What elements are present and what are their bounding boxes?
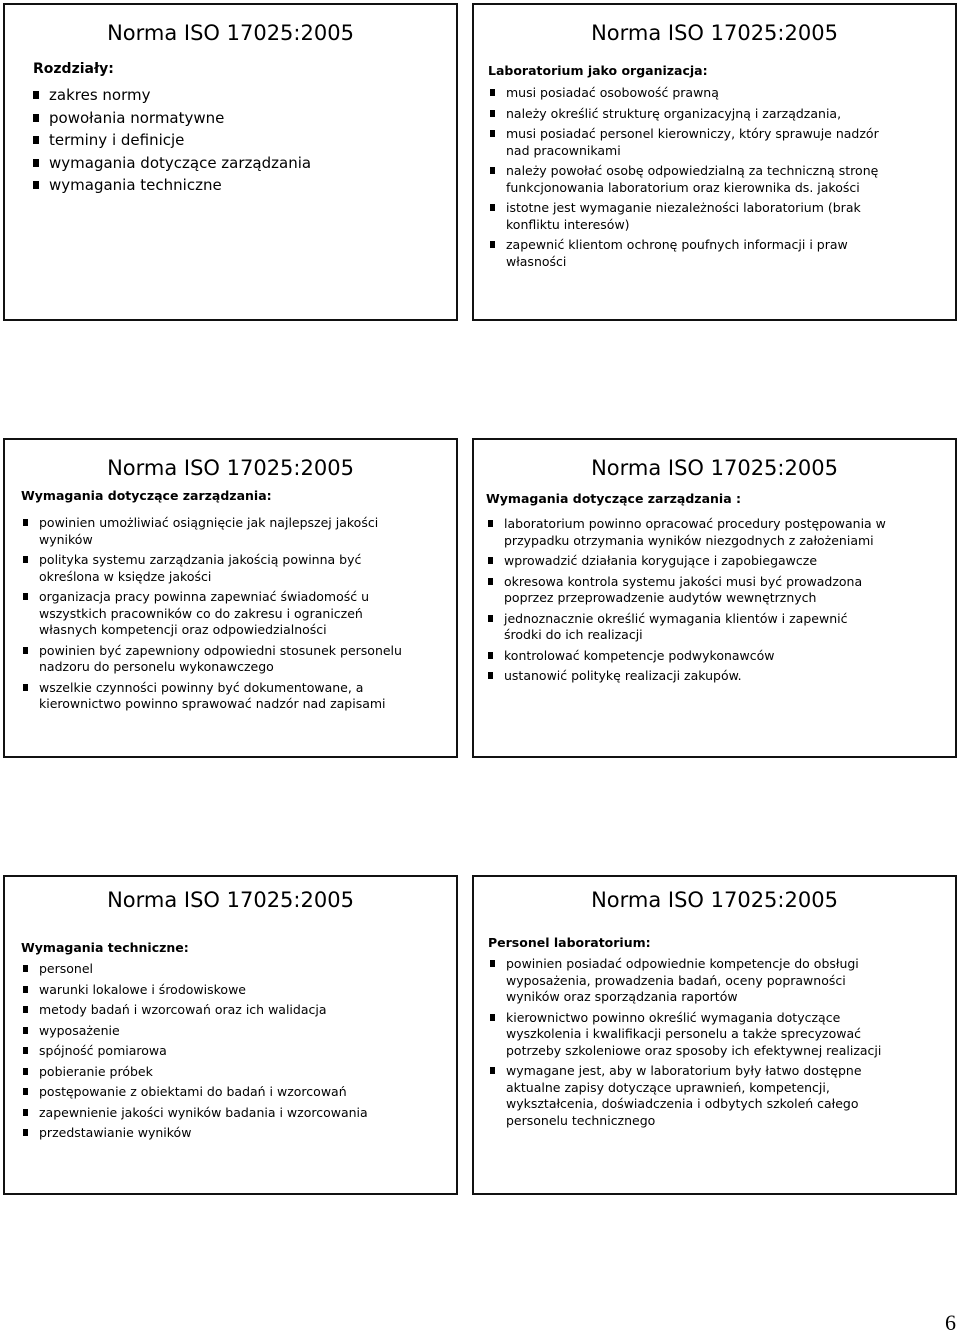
square-bullet-icon xyxy=(23,556,28,563)
slide-heading: Wymagania dotyczące zarządzania: xyxy=(21,488,272,503)
slide-title: Norma ISO 17025:2005 xyxy=(591,888,838,912)
list-item-text: wymagane jest, aby w laboratorium były łatwo dostępne aktualne zapisy dotyczące uprawnień, kompetencji, wykształcenia, doświadczenia i odbytych szkoleń całego personelu technicznego xyxy=(506,1063,862,1128)
slide-heading: Rozdziały: xyxy=(33,61,114,77)
square-bullet-icon xyxy=(490,960,495,967)
slide-heading: Personel laboratorium: xyxy=(488,935,651,950)
list-item-text: zapewnienie jakości wyników badania i wzorcowania xyxy=(39,1104,368,1120)
square-bullet-icon xyxy=(490,167,495,174)
list-item-text: musi posiadać osobowość prawną xyxy=(506,85,719,100)
slide-5 xyxy=(3,875,458,1195)
list-item xyxy=(33,174,443,197)
list-item xyxy=(486,668,886,685)
list-item xyxy=(488,200,893,233)
square-bullet-icon xyxy=(488,557,493,564)
list-item xyxy=(21,1125,441,1142)
square-bullet-icon xyxy=(23,1088,28,1095)
square-bullet-icon xyxy=(23,1068,28,1075)
list-item xyxy=(21,1084,441,1101)
list-item xyxy=(21,1105,441,1122)
square-bullet-icon xyxy=(23,519,28,526)
slide-title: Norma ISO 17025:2005 xyxy=(107,888,354,912)
square-bullet-icon xyxy=(23,965,28,972)
square-bullet-icon xyxy=(33,159,39,167)
list-item xyxy=(33,107,443,130)
list-item xyxy=(488,237,893,270)
square-bullet-icon xyxy=(490,241,495,248)
list-item xyxy=(21,643,421,676)
list-item-text: przedstawianie wyników xyxy=(39,1125,192,1140)
list-item-text: należy powołać osobę odpowiedzialną za techniczną stronę funkcjonowania laboratorium oraz kierownika ds. jakości xyxy=(506,163,879,195)
list-item-text: organizacja pracy powinna zapewniać świadomość u wszystkich pracowników co do zakresu i ograniczeń własnych kompetencji oraz odpowiedzialności xyxy=(39,589,370,637)
slide-title: Norma ISO 17025:2005 xyxy=(107,456,354,480)
list-item xyxy=(488,106,893,123)
list-item xyxy=(486,574,886,607)
list-item xyxy=(21,589,421,639)
bullet-list xyxy=(21,515,421,713)
square-bullet-icon xyxy=(490,110,495,117)
list-item xyxy=(486,553,886,570)
list-item-text: warunki lokalowe i środowiskowe xyxy=(39,981,246,997)
list-item xyxy=(486,611,886,644)
list-item-text: okresowa kontrola systemu jakości musi być prowadzona poprzez przeprowadzenie audytów wewnętrznych xyxy=(504,573,863,605)
square-bullet-icon xyxy=(490,130,495,137)
list-item xyxy=(21,982,441,999)
list-item-text: jednoznacznie określić wymagania klientów i zapewnić środki do ich realizacji xyxy=(504,610,848,642)
slide-title: Norma ISO 17025:2005 xyxy=(107,21,354,45)
square-bullet-icon xyxy=(23,1129,28,1136)
list-item-text: wymagania techniczne xyxy=(49,176,222,194)
square-bullet-icon xyxy=(33,136,39,144)
square-bullet-icon xyxy=(23,684,28,691)
square-bullet-icon xyxy=(23,647,28,654)
list-item-text: musi posiadać personel kierowniczy, który sprawuje nadzór nad pracownikami xyxy=(506,126,879,158)
list-item-text: powołania normatywne xyxy=(49,108,225,127)
list-item xyxy=(21,552,421,585)
square-bullet-icon xyxy=(488,578,493,585)
list-item xyxy=(21,961,441,978)
square-bullet-icon xyxy=(488,520,493,527)
list-item xyxy=(488,1063,883,1129)
list-item xyxy=(21,1064,441,1081)
square-bullet-icon xyxy=(33,91,39,99)
slide-heading: Wymagania dotyczące zarządzania : xyxy=(486,491,741,506)
list-item-text: metody badań i wzorcowań oraz ich walidacja xyxy=(39,1002,327,1017)
list-item-text: laboratorium powinno opracować procedury postępowania w przypadku otrzymania wyników niezgodnych z założeniami xyxy=(504,516,886,548)
square-bullet-icon xyxy=(23,593,28,600)
slide-heading: Laboratorium jako organizacja: xyxy=(488,63,708,78)
list-item-text: pobieranie próbek xyxy=(39,1063,153,1079)
list-item-text: powinien posiadać odpowiednie kompetencje do obsługi wyposażenia, prowadzenia badań, oceny poprawności wyników oraz sporządzania raportów xyxy=(506,956,859,1004)
bullet-list xyxy=(21,961,441,1142)
list-item-text: wyposażenie xyxy=(39,1022,120,1038)
list-item-text: wszelkie czynności powinny być dokumentowane, a kierownictwo powinno sprawować nadzór nad zapisami xyxy=(39,679,386,711)
square-bullet-icon xyxy=(23,986,28,993)
square-bullet-icon xyxy=(490,204,495,211)
square-bullet-icon xyxy=(488,615,493,622)
list-item xyxy=(33,129,443,152)
list-item-text: powinien umożliwiać osiągnięcie jak najlepszej jakości wyników xyxy=(39,515,379,547)
square-bullet-icon xyxy=(490,1067,495,1074)
list-item xyxy=(486,648,886,665)
slide-1 xyxy=(3,3,458,321)
page-number: 6 xyxy=(945,1310,956,1335)
list-item xyxy=(21,1002,441,1019)
slide-6 xyxy=(472,875,957,1195)
list-item-text: zakres normy xyxy=(49,86,151,104)
list-item-text: istotne jest wymaganie niezależności laboratorium (brak konfliktu interesów) xyxy=(506,200,861,232)
square-bullet-icon xyxy=(490,1014,495,1021)
slide-4 xyxy=(472,438,957,758)
list-item xyxy=(33,152,443,175)
list-item xyxy=(21,515,421,548)
list-item xyxy=(488,126,893,159)
square-bullet-icon xyxy=(33,181,39,189)
list-item-text: wprowadzić działania korygujące i zapobiegawcze xyxy=(504,553,818,568)
slide-title: Norma ISO 17025:2005 xyxy=(591,21,838,45)
list-item xyxy=(488,85,893,102)
list-item xyxy=(33,84,443,107)
square-bullet-icon xyxy=(23,1027,28,1034)
square-bullet-icon xyxy=(23,1109,28,1116)
list-item-text: kontrolować kompetencje podwykonawców xyxy=(504,647,775,663)
list-item xyxy=(21,1043,441,1060)
slide-2 xyxy=(472,3,957,321)
square-bullet-icon xyxy=(488,652,493,659)
list-item xyxy=(488,163,893,196)
list-item-text: personel xyxy=(39,961,94,976)
list-item xyxy=(488,956,883,1006)
list-item-text: kierownictwo powinno określić wymagania dotyczące wyszkolenia i kwalifikacji personelu a także sprecyzować potrzeby szkoleniowe oraz sposoby ich efektywnej realizacji xyxy=(506,1009,882,1058)
square-bullet-icon xyxy=(23,1006,28,1013)
bullet-list xyxy=(488,956,883,1129)
list-item-text: polityka systemu zarządzania jakością powinna być określona w księdze jakości xyxy=(39,552,362,584)
list-item-text: należy określić strukturę organizacyjną i zarządzania, xyxy=(506,105,842,121)
list-item-text: spójność pomiarowa xyxy=(39,1043,167,1058)
bullet-list xyxy=(486,516,886,685)
list-item xyxy=(21,1023,441,1040)
list-item-text: powinien być zapewniony odpowiedni stosunek personelu nadzoru do personelu wykonawczego xyxy=(39,642,402,674)
slide-heading: Wymagania techniczne: xyxy=(21,940,189,955)
square-bullet-icon xyxy=(23,1047,28,1054)
list-item xyxy=(486,516,886,549)
slide-3 xyxy=(3,438,458,758)
square-bullet-icon xyxy=(490,89,495,96)
square-bullet-icon xyxy=(488,672,493,679)
bullet-list xyxy=(33,84,443,197)
list-item-text: wymagania dotyczące zarządzania xyxy=(49,153,312,172)
square-bullet-icon xyxy=(33,114,39,122)
bullet-list xyxy=(488,85,893,270)
slide-title: Norma ISO 17025:2005 xyxy=(591,456,838,480)
list-item-text: terminy i definicje xyxy=(49,131,185,149)
list-item-text: zapewnić klientom ochronę poufnych informacji i praw własności xyxy=(506,237,848,269)
list-item-text: ustanowić politykę realizacji zakupów. xyxy=(504,668,742,683)
list-item-text: postępowanie z obiektami do badań i wzorcowań xyxy=(39,1084,347,1099)
list-item xyxy=(21,680,421,713)
list-item xyxy=(488,1010,883,1060)
